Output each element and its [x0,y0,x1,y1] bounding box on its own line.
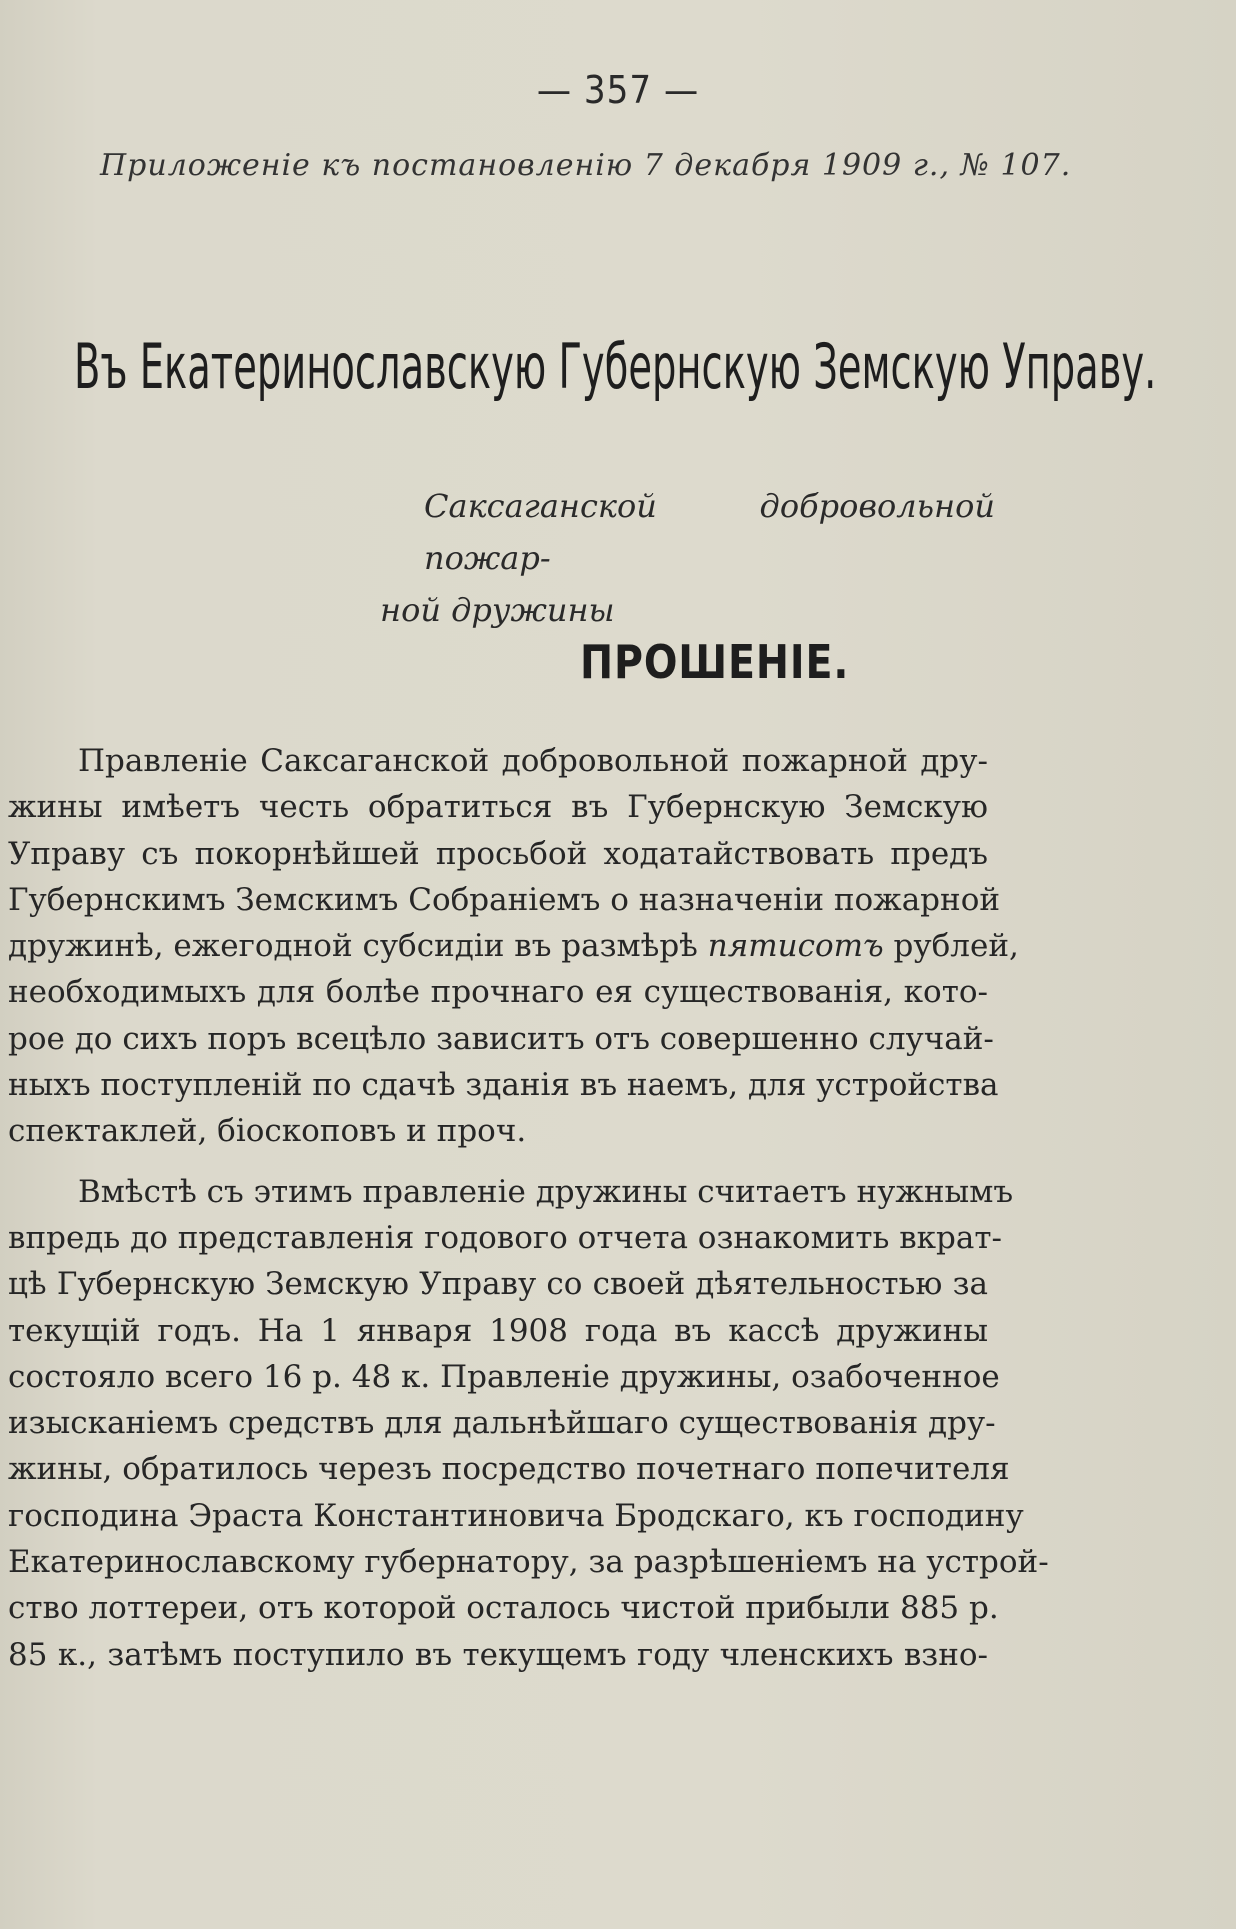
sender-line-1: Саксаганской добровольной пожар- [424,487,995,577]
paragraph-line: Управу съ покорнѣйшей просьбой ходатайствовать предъ [8,835,988,872]
paragraph-line: жины имѣетъ честь обратиться въ Губернскую Земскую [8,789,988,826]
paragraph-line: жины, обратилось черезъ посредство почетнаго попечителя [8,1451,1010,1488]
paragraph-line: рое до сихъ поръ всецѣло зависитъ отъ совершенно случай- [8,1020,994,1057]
paragraph-line: Губернскимъ Земскимъ Собраніемъ о назначеніи пожарной [8,881,1001,918]
paragraph-line: изысканіемъ средствъ для дальнѣйшаго существованія дру- [8,1405,996,1442]
paragraph-line: Правленіе Саксаганской добровольной пожарной дру- [78,743,988,779]
paragraph-line: господина Эраста Константиновича Бродскаго, къ господину [8,1497,1024,1534]
emphasized-amount: пятисотъ [707,928,884,965]
paragraph-line: 85 к., затѣмъ поступило въ текущемъ году членскихъ взно- [8,1636,988,1673]
paragraph-line: спектаклей, біоскоповъ и проч. [8,1113,527,1150]
paragraph-line: состояло всего 16 р. 48 к. Правленіе дружины, озабоченное [8,1358,1000,1395]
appendix-note: Приложеніе къ постановленію 7 декабря 1909 г., № 107. [100,148,1072,183]
line-segment: дружинѣ, ежегодной субсидіи въ размѣрѣ [8,928,698,965]
document-body [8,738,1049,1678]
paragraph-2 [8,1169,1049,1678]
page-number: — 357 — [536,68,700,112]
paragraph-line: Вмѣстѣ съ этимъ правленіе дружины считаетъ нужнымъ [78,1173,1014,1210]
paragraph-line: необходимыхъ для болѣе прочнаго ея существованія, кото- [8,974,988,1011]
paragraph-1 [8,738,1019,1155]
paragraph-line: текущій годъ. На 1 января 1908 года въ кассѣ дружины [8,1312,988,1349]
sender-block [380,480,995,636]
document-title: ПРОШЕНІЕ. [580,635,850,689]
sender-line-2: ной дружины [380,591,615,629]
line-segment: рублей, [893,928,1019,965]
paragraph-line: впредь до представленія годового отчета ознакомить вкрат- [8,1219,1002,1256]
addressee-text: Въ Екатеринославскую Губернскую Земскую Управу. [74,330,1157,403]
paragraph-line: цѣ Губернскую Земскую Управу со своей дѣятельностью за [8,1266,988,1303]
paragraph-line: ныхъ поступленій по сдачѣ зданія въ наемъ, для устройства [8,1067,999,1104]
paragraph-line: Екатеринославскому губернатору, за разрѣшеніемъ на устрой- [8,1544,1049,1581]
paragraph-line: ство лоттереи, отъ которой осталось чистой прибыли 885 р. [8,1590,999,1627]
paragraph-line-with-emphasis [8,923,1019,969]
addressee-heading [74,330,1157,403]
